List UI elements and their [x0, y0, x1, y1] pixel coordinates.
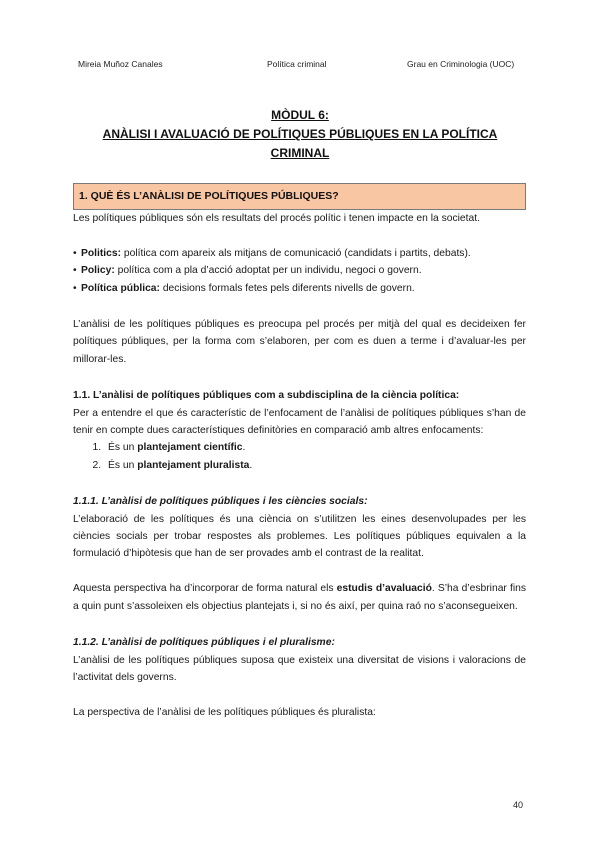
- title-line-2: ANÀLISI I AVALUACIÓ DE POLÍTIQUES PÚBLIQUES EN LA POLÍTICA: [102, 127, 498, 141]
- list-item: • Policy: política com a pla d’acció adoptat per un individu, negoci o govern.: [73, 262, 526, 279]
- subsection-heading: 1.1.2. L’anàlisi de polítiques públiques i el pluralisme:: [73, 637, 335, 649]
- intro-paragraph: Les polítiques públiques són els resultats del procés polític i tenen impacte en la societat.: [73, 213, 480, 224]
- bullet-icon: •: [73, 247, 77, 259]
- header-subject: Política criminal: [267, 59, 327, 69]
- list-item: 1. És un plantejament científic.: [104, 439, 526, 456]
- subsection-heading: 1.1. L’anàlisi de polítiques públiques com a subdisciplina de la ciència política:: [73, 390, 460, 402]
- list-item: 2. És un plantejament pluralista.: [104, 457, 526, 474]
- section-heading-box: 1. QUÈ ÉS L’ANÀLISI DE POLÍTIQUES PÚBLIQUES?: [73, 183, 526, 210]
- paragraph: La perspectiva de l’anàlisi de les polítiques públiques és pluralista:: [73, 706, 376, 718]
- bullet-icon: •: [73, 282, 77, 294]
- document-body: [73, 210, 526, 721]
- list-item: • Política pública: decisions formals fetes pels diferents nivells de govern.: [73, 280, 526, 297]
- paragraph: L’anàlisi de les polítiques públiques suposa que existeix una diversitat de visions i valoracions de l’activitat dels governs.: [73, 654, 526, 683]
- paragraph: Per a entendre el que és característic de l’enfocament de l’anàlisi de polítiques públiques s’han de tenir en compte dues característiques definitòries en comparació amb altres enfocaments:: [73, 407, 526, 437]
- definition-list: [73, 245, 526, 297]
- page-title: [70, 106, 530, 163]
- analysis-paragraph: L’anàlisi de les polítiques públiques es preocupa pel procés per mitjà del qual es decideixen fer polítiques públiques, per la forma com s’elaboren, per com es duen a terme i d’avaluar-les per millorar-les.: [73, 319, 526, 365]
- title-line-3: CRIMINAL: [270, 146, 330, 160]
- bullet-icon: •: [73, 265, 77, 277]
- list-item: • Politics: política com apareix als mitjans de comunicació (candidats i partits, debats).: [73, 245, 526, 262]
- title-line-1: MÒDUL 6:: [271, 108, 329, 122]
- paragraph: L’elaboració de les polítiques és una ciència on s’utilitzen les eines desenvolupades per les ciències socials per trobar respostes als problemes. Les polítiques públiques equivalen a la formulació d’hipòtesis que han de ser provades amb el contrast de la realitat.: [73, 513, 526, 560]
- page-number: 40: [513, 800, 524, 810]
- subsection-heading: 1.1.1. L’anàlisi de polítiques públiques i les ciències socials:: [73, 496, 368, 508]
- numbered-list: [73, 439, 526, 474]
- paragraph: Aquesta perspectiva ha d’incorporar de forma natural els estudis d’avaluació. S’ha d’esbrinar fins a quin punt s’assoleixen els objectius plantejats i, si no és així, per quina raó no s’aconsegueixen.: [73, 583, 526, 612]
- header-degree: Grau en Criminologia (UOC): [407, 59, 515, 69]
- header-author: Mireia Muñoz Canales: [78, 59, 163, 69]
